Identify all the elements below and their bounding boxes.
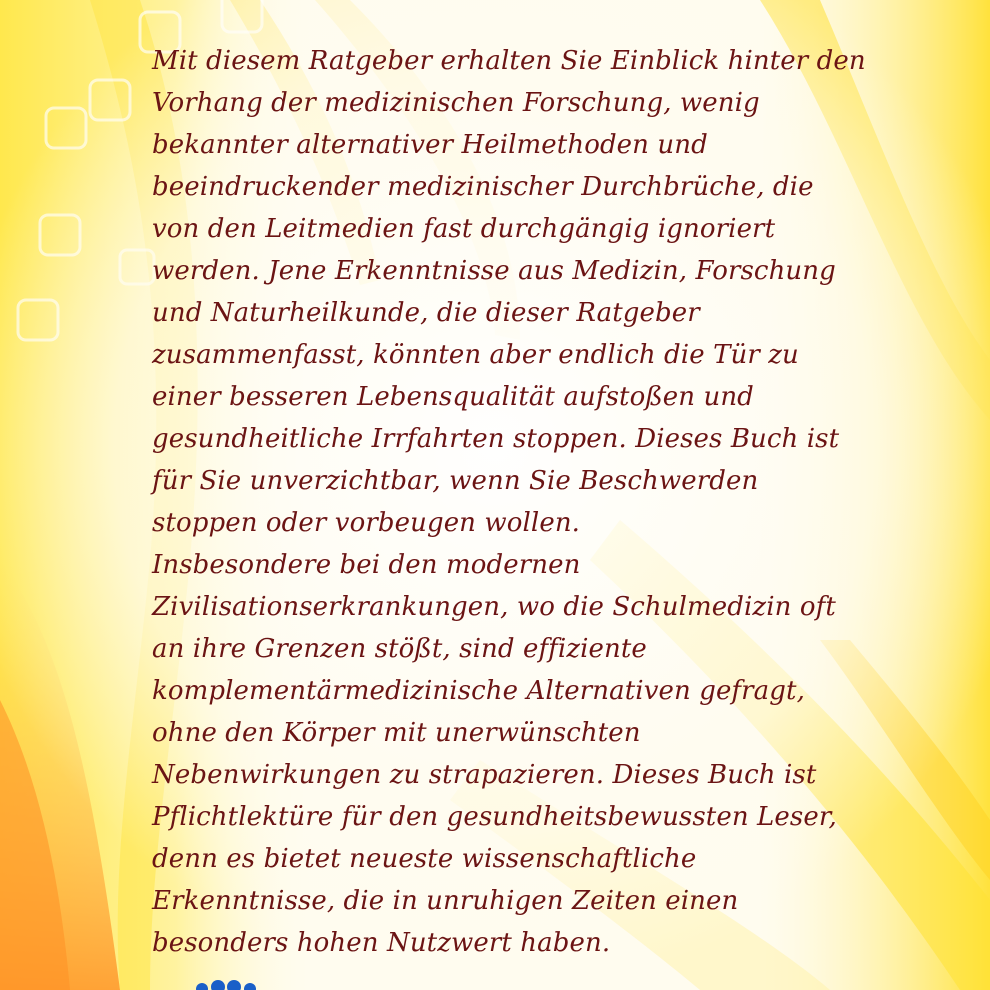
text-line: an ihre Grenzen stößt, sind effiziente xyxy=(152,634,647,664)
text-line: gesundheitliche Irrfahrten stoppen. Dieses Buch ist xyxy=(152,424,840,454)
text-line: besonders hohen Nutzwert haben. xyxy=(152,928,611,958)
publisher-logo-icon xyxy=(196,980,260,990)
text-line: Vorhang der medizinischen Forschung, wenig xyxy=(152,88,760,118)
text-line: denn es bietet neueste wissenschaftliche xyxy=(152,844,697,874)
text-line: Nebenwirkungen zu strapazieren. Dieses Buch ist xyxy=(152,760,817,790)
text-line: beeindruckender medizinischer Durchbrüche, die xyxy=(152,172,814,202)
text-line: Pflichtlektüre für den gesundheitsbewussten Leser, xyxy=(152,802,837,832)
text-line: Erkenntnisse, die in unruhigen Zeiten einen xyxy=(152,886,739,916)
text-line: zusammenfasst, könnten aber endlich die Tür zu xyxy=(152,340,799,370)
text-line: Insbesondere bei den modernen xyxy=(152,550,581,580)
text-line: Mit diesem Ratgeber erhalten Sie Einblick hinter den xyxy=(152,46,866,76)
text-line: komplementärmedizinische Alternativen gefragt, xyxy=(152,676,805,706)
description-text xyxy=(152,40,872,964)
text-line: ohne den Körper mit unerwünschten xyxy=(152,718,641,748)
text-line: von den Leitmedien fast durchgängig ignoriert xyxy=(152,214,776,244)
text-line: für Sie unverzichtbar, wenn Sie Beschwerden xyxy=(152,466,759,496)
text-line: werden. Jene Erkenntnisse aus Medizin, Forschung xyxy=(152,256,836,286)
text-line: stoppen oder vorbeugen wollen. xyxy=(152,508,581,538)
text-line: bekannter alternativer Heilmethoden und xyxy=(152,130,708,160)
text-line: und Naturheilkunde, die dieser Ratgeber xyxy=(152,298,700,328)
text-line: Zivilisationserkrankungen, wo die Schulmedizin oft xyxy=(152,592,836,622)
text-line: einer besseren Lebensqualität aufstoßen und xyxy=(152,382,754,412)
